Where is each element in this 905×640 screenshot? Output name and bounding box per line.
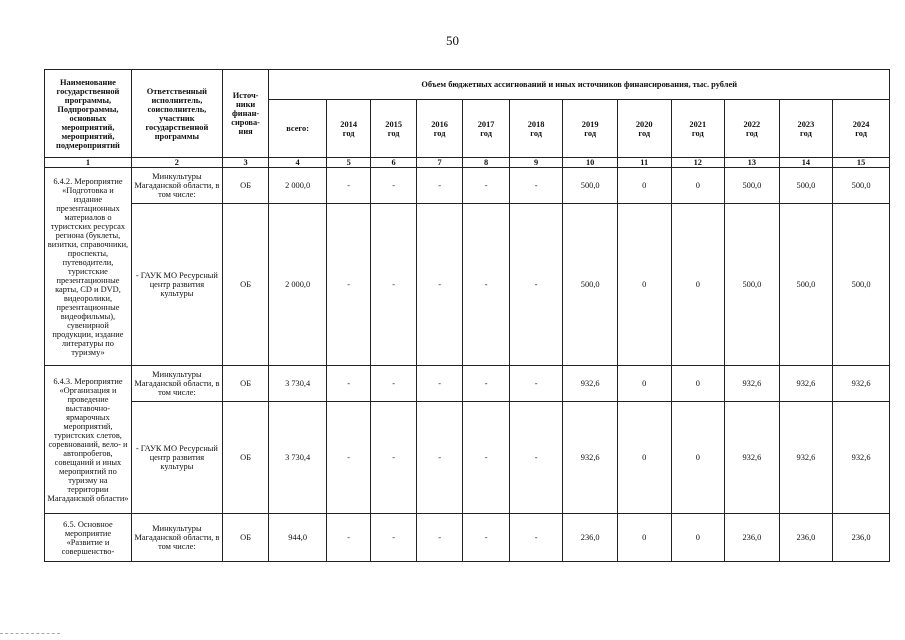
year-value: - <box>416 366 462 402</box>
year-value: 500,0 <box>725 204 780 366</box>
header-year <box>416 100 462 158</box>
year-value: 0 <box>617 204 671 366</box>
year-value: - <box>463 514 509 562</box>
column-index: 13 <box>725 158 780 168</box>
header-year-word: год <box>691 128 704 138</box>
header-year-word: год <box>745 128 758 138</box>
responsible-executor: Минкультуры Магаданской области, в том числе: <box>131 366 222 402</box>
column-index: 7 <box>416 158 462 168</box>
header-source: Источ-ники финан-сирова-ния <box>222 70 268 158</box>
column-index: 12 <box>671 158 725 168</box>
header-year-number: 2015 <box>385 119 402 129</box>
header-year <box>371 100 416 158</box>
year-value: 932,6 <box>563 402 618 514</box>
header-year-word: год <box>342 128 355 138</box>
responsible-executor: - ГАУК МО Ресурсный центр развития культуры <box>131 204 222 366</box>
year-value: 236,0 <box>563 514 618 562</box>
year-value: 932,6 <box>779 366 833 402</box>
year-value: - <box>463 402 509 514</box>
table-row <box>45 366 890 402</box>
year-value: 500,0 <box>563 204 618 366</box>
year-value: - <box>371 168 416 204</box>
year-value: 932,6 <box>833 366 890 402</box>
year-value: 932,6 <box>725 402 780 514</box>
header-year-word: год <box>480 128 492 138</box>
year-value: 0 <box>617 402 671 514</box>
year-value: 932,6 <box>833 402 890 514</box>
column-index: 15 <box>833 158 890 168</box>
year-value: 0 <box>617 168 671 204</box>
year-value: 500,0 <box>563 168 618 204</box>
budget-table <box>44 69 890 562</box>
year-value: - <box>326 402 370 514</box>
column-index: 8 <box>463 158 509 168</box>
column-index: 10 <box>563 158 618 168</box>
year-value: 932,6 <box>779 402 833 514</box>
column-index: 4 <box>269 158 327 168</box>
activity-name: 6.4.2. Мероприятие «Подготовка и издание презентационных материалов о туристских ресурсах региона (буклеты, визитки, справочники, проспекты, путеводители, туристские презентационные карты, CD и DVD, видеоролики, презентационные видеофильмы), сувенирной продукции, издание литературы по туризму» <box>45 168 132 366</box>
header-year <box>779 100 833 158</box>
total-value: 2 000,0 <box>269 204 327 366</box>
table-row <box>45 514 890 562</box>
activity-name: 6.4.3. Мероприятие «Организация и проведение выставочно-ярмарочных мероприятий, туристских слетов, соревнований, вело- и автопробегов, совещаний и иных мероприятий по туризму на территории Магаданской области» <box>45 366 132 514</box>
table-row <box>45 402 890 514</box>
year-value: - <box>326 204 370 366</box>
year-value: 500,0 <box>833 204 890 366</box>
header-year-number: 2016 <box>431 119 448 129</box>
page-number: 50 <box>446 33 459 48</box>
year-value: 0 <box>671 204 725 366</box>
funding-source: ОБ <box>222 402 268 514</box>
header-year-word: год <box>433 128 446 138</box>
year-value: - <box>509 514 563 562</box>
year-value: - <box>326 366 370 402</box>
year-value: - <box>463 366 509 402</box>
header-year-number: 2024 <box>852 119 870 129</box>
year-value: 500,0 <box>725 168 780 204</box>
year-value: - <box>371 204 416 366</box>
header-year-number: 2023 <box>797 119 815 129</box>
year-value: - <box>509 366 563 402</box>
header-year-number: 2019 <box>581 119 599 129</box>
year-value: - <box>326 514 370 562</box>
responsible-executor: Минкультуры Магаданской области, в том числе: <box>131 514 222 562</box>
table-row <box>45 204 890 366</box>
header-year-word: год <box>584 128 597 138</box>
table-row <box>45 168 890 204</box>
header-year-number: 2014 <box>340 119 358 129</box>
header-responsible: Ответственный исполнитель, соисполнитель, участник государственной программы <box>131 70 222 158</box>
header-name: Наименование государственной программы, Подпрограммы, основных мероприятий, мероприятий, подмероприятий <box>45 70 132 158</box>
column-index: 3 <box>222 158 268 168</box>
funding-source: ОБ <box>222 366 268 402</box>
header-year <box>833 100 890 158</box>
year-value: 236,0 <box>833 514 890 562</box>
header-year <box>509 100 563 158</box>
responsible-executor: - ГАУК МО Ресурсный центр развития культуры <box>131 402 222 514</box>
year-value: - <box>371 366 416 402</box>
year-value: - <box>416 402 462 514</box>
responsible-executor: Минкультуры Магаданской области, в том числе: <box>131 168 222 204</box>
year-value: 932,6 <box>725 366 780 402</box>
year-value: - <box>509 168 563 204</box>
header-year-number: 2022 <box>743 119 761 129</box>
column-index: 6 <box>371 158 416 168</box>
year-value: 932,6 <box>563 366 618 402</box>
year-value: - <box>463 204 509 366</box>
year-value: 0 <box>671 514 725 562</box>
funding-source: ОБ <box>222 514 268 562</box>
header-year-number: 2017 <box>477 119 495 129</box>
year-value: - <box>416 168 462 204</box>
year-value: - <box>371 402 416 514</box>
header-year-word: год <box>387 128 400 138</box>
header-year <box>671 100 725 158</box>
year-value: 500,0 <box>833 168 890 204</box>
funding-source: ОБ <box>222 204 268 366</box>
header-year-number: 2020 <box>635 119 653 129</box>
footer-dashes <box>0 633 60 636</box>
column-index: 2 <box>131 158 222 168</box>
year-value: - <box>326 168 370 204</box>
year-value: - <box>509 402 563 514</box>
year-value: 0 <box>671 168 725 204</box>
year-value: 500,0 <box>779 168 833 204</box>
header-total: всего: <box>269 100 327 158</box>
year-value: - <box>416 514 462 562</box>
column-index: 14 <box>779 158 833 168</box>
header-year-number: 2021 <box>689 119 707 129</box>
year-value: 236,0 <box>779 514 833 562</box>
total-value: 3 730,4 <box>269 402 327 514</box>
year-value: 0 <box>671 402 725 514</box>
year-value: 236,0 <box>725 514 780 562</box>
header-year-word: год <box>638 128 651 138</box>
column-index: 11 <box>617 158 671 168</box>
total-value: 3 730,4 <box>269 366 327 402</box>
header-year <box>617 100 671 158</box>
header-year <box>563 100 618 158</box>
column-index: 5 <box>326 158 370 168</box>
header-year-word: год <box>530 128 542 138</box>
column-index: 9 <box>509 158 563 168</box>
total-value: 944,0 <box>269 514 327 562</box>
header-year <box>326 100 370 158</box>
year-value: 0 <box>617 366 671 402</box>
header-year <box>463 100 509 158</box>
header-funding-group: Объем бюджетных ассигнований и иных источников финансирования, тыс. рублей <box>269 70 890 100</box>
year-value: - <box>371 514 416 562</box>
header-year-number: 2018 <box>527 119 545 129</box>
year-value: - <box>463 168 509 204</box>
funding-source: ОБ <box>222 168 268 204</box>
header-year-word: год <box>800 128 812 138</box>
header-year-word: год <box>855 128 867 138</box>
header-year <box>725 100 780 158</box>
year-value: 500,0 <box>779 204 833 366</box>
activity-name: 6.5. Основное мероприятие «Развитие и совершенство- <box>45 514 132 562</box>
year-value: - <box>509 204 563 366</box>
year-value: 0 <box>671 366 725 402</box>
year-value: - <box>416 204 462 366</box>
total-value: 2 000,0 <box>269 168 327 204</box>
year-value: 0 <box>617 514 671 562</box>
column-index: 1 <box>45 158 132 168</box>
